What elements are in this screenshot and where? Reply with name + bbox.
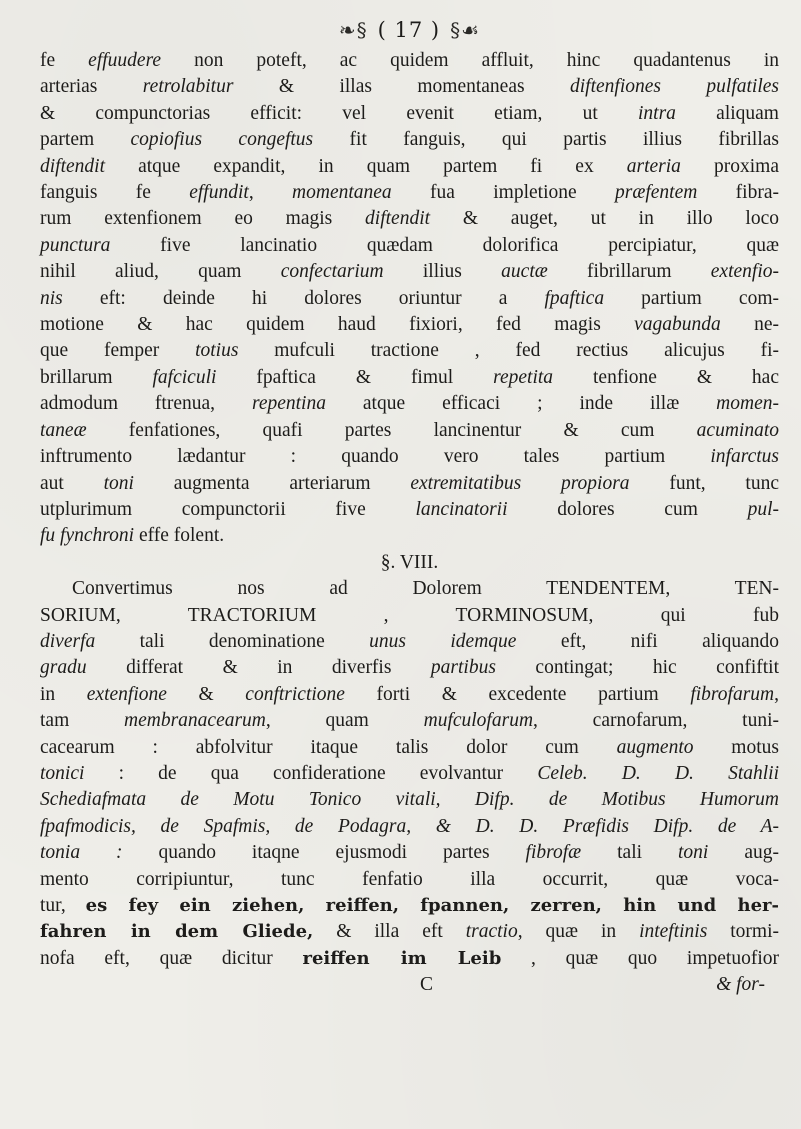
text-run: funt, tunc [629,472,779,494]
text-run: que femper [40,340,196,362]
page-header [40,14,779,46]
text-run: augmenta arteriarum [133,472,411,494]
italic-run: retrolabitur [142,76,234,98]
text-line [40,418,779,444]
text-run: partem [40,129,131,151]
italic-run: fibrofæ [525,842,582,864]
italic-run: Celeb. D. D. Stahlii [537,762,779,784]
italic-run: augmento [616,736,694,758]
italic-run: extenfione [86,683,167,705]
text-run: SORIUM, TRACTORIUM , TORMINOSUM, qui fub [40,604,779,626]
italic-run: membranacearum [124,710,266,732]
signature-mark: C [420,974,434,996]
text-line [40,867,779,893]
text-run: fit fanguis, qui partis illius fibrillas [313,129,779,151]
text-run: nihil aliud, quam [40,261,281,283]
text-run: five lancinatio quædam dolorifica percipiatur, quæ [110,234,779,256]
text-run: utplurimum compunctorii five [40,498,416,520]
text-run: mufculi tractione , fed rectius alicujus fi- [238,340,779,362]
text-line [40,206,779,232]
text-line [40,840,779,866]
text-line [40,629,779,655]
text-line [40,497,779,523]
italic-run: arteria [626,155,681,177]
text-run: aug- [708,842,779,864]
text-line [40,286,779,312]
text-line [40,127,779,153]
ornament-right-icon: §☙ [450,18,481,42]
text-run: effe folent. [134,525,225,547]
text-run: tali denominatione [95,630,370,652]
text-line [40,471,779,497]
text-line [40,259,779,285]
text-run: , quæ quo impetuofior [501,947,779,969]
text-run: fibrillarum [547,261,711,283]
text-line [40,180,779,206]
ornament-left-icon: ❧§ [338,18,368,42]
italic-run: infarctus [710,446,779,468]
italic-run: repentina [251,393,326,415]
text-run: , [774,683,779,705]
text-run: tam [40,710,124,732]
text-line [40,365,779,391]
italic-run: toni [103,472,134,494]
text-line [40,919,779,945]
italic-run: effundit [189,182,249,204]
text-run: tenfione & hac [553,366,779,388]
italic-run: tractio [465,921,518,943]
text-run: & compunctorias efficit: vel evenit etiam, ut [40,102,638,124]
text-run: & illas momentaneas [233,76,570,98]
italic-run: intra [638,102,676,124]
italic-run: totius [195,340,239,362]
text-line [40,576,779,602]
italic-run: effuudere [88,50,162,71]
text-run: contingat; hic confiftit [495,657,779,679]
italic-run: diftendit [365,208,431,230]
fraktur-run: es fey ein ziehen, reiffen, fpannen, zerren, hin und her- [85,895,779,916]
italic-run: acuminato [696,419,779,441]
text-line [40,735,779,761]
text-run: & [166,683,246,705]
text-run: partium com- [604,287,780,309]
text-run: forti & excedente partium [344,683,691,705]
section-heading [40,550,779,576]
text-line [40,761,779,787]
italic-run: fafciculi [152,366,217,388]
text-run: §. VIII. [380,551,439,573]
italic-run: tonici [40,762,85,784]
italic-run: punctura [40,234,111,256]
text-line [40,312,779,338]
italic-run: diftenfiones pulfatiles [570,76,779,98]
italic-run: præfentem [615,182,698,204]
italic-run: diftendit [40,155,105,177]
text-run: inftrumento lædantur : quando vero tales partium [40,446,711,468]
text-run: quando itaqne ejusmodi partes [122,842,526,864]
text-line [40,946,779,972]
italic-run: inteftinis [639,921,708,943]
text-line [40,444,779,470]
text-run: motus [693,736,779,758]
italic-run: fibrofarum [690,683,775,705]
page-number: ( 17 ) [377,18,441,42]
text-run: tali [581,842,679,864]
text-run: fibra- [697,182,779,204]
italic-run: gradu [40,657,87,679]
text-line [40,893,779,919]
text-line [40,338,779,364]
fraktur-run: fahren in dem Gliede, [40,921,314,943]
text-run: fpaftica & fimul [216,366,494,388]
italic-run: fpafmodicis, de Spafmis, de Podagra, & D. D. Præfidis Difp. de A- [40,815,779,837]
text-run: ne- [720,314,779,336]
italic-run: fpaftica [544,287,605,309]
italic-run: mufculofarum [423,710,534,732]
text-run: , quæ in [517,921,640,943]
fraktur-run: reiffen im Leib [302,947,502,969]
italic-run: momentanea [292,182,392,204]
text-run: arterias [40,76,143,98]
body-text [40,48,779,972]
text-run: : de qua confideratione evolvantur [84,762,538,784]
italic-run: auctæ [501,261,548,283]
italic-run: partibus [430,657,496,679]
text-run: eft, nifi aliquando [516,630,780,652]
text-run: admodum ftrenua, [40,393,252,415]
text-run: tormi- [707,921,779,943]
italic-run: toni [678,842,709,864]
text-run: fe [40,50,89,71]
italic-run: extenfio- [710,261,779,283]
text-run: in [40,683,87,705]
italic-run: taneæ [40,419,87,441]
text-run: , [248,182,293,204]
text-run: fenfationes, quafi partes lancinentur & cum [86,419,697,441]
text-run: fanguis fe [40,182,190,204]
text-run: rum extenfionem eo magis [40,208,366,230]
text-run: tur, [40,895,86,916]
text-run: nofa eft, quæ dicitur [40,947,303,969]
page-footer [40,972,779,998]
text-run: Convertimus nos ad Dolorem TENDENTEM, TEN- [72,578,779,600]
text-run: illius [383,261,502,283]
text-line [40,74,779,100]
text-run: atque efficaci ; inde illæ [325,393,717,415]
text-line [40,48,779,74]
text-run: & auget, ut in illo loco [430,208,780,230]
text-line [40,603,779,629]
text-run: & illa eft [313,921,466,943]
italic-run: repetita [493,366,554,388]
text-run: eft: deinde hi dolores oriuntur a [62,287,545,309]
text-line [40,233,779,259]
text-run: cacearum : abfolvitur itaque talis dolor cum [40,736,617,758]
italic-run: extremitatibus propiora [410,472,630,494]
catchword: & for- [716,974,765,996]
text-line [40,682,779,708]
text-run: non poteft, ac quidem affluit, hinc quadantenus in [161,50,779,71]
text-line [40,655,779,681]
text-run: , carnofarum, tuni- [533,710,779,732]
italic-run: fu fynchroni [40,525,135,547]
text-run: motione & hac quidem haud fixiori, fed magis [40,314,635,336]
text-run: dolores cum [507,498,748,520]
italic-run: tonia : [40,842,123,864]
text-line [40,814,779,840]
italic-run: copiofius congeftus [130,129,314,151]
text-line [40,154,779,180]
text-run: proxima [680,155,779,177]
text-line [40,391,779,417]
text-line [40,101,779,127]
italic-run: pul- [747,498,779,520]
text-line [40,787,779,813]
text-run: aut [40,472,104,494]
italic-run: confectarium [280,261,384,283]
text-run: brillarum [40,366,153,388]
italic-run: unus idemque [369,630,517,652]
text-line [40,523,779,549]
text-run: atque expandit, in quam partem fi ex [105,155,627,177]
text-run: fua impletione [391,182,616,204]
text-run: aliquam [675,102,779,124]
italic-run: Schediafmata de Motu Tonico vitali, Difp. de Motibus Humorum [40,789,779,811]
italic-run: nis [40,287,63,309]
text-run: differat & in diverfis [86,657,431,679]
italic-run: diverfa [40,630,96,652]
italic-run: momen- [716,393,779,415]
text-run: mento corripiuntur, tunc fenfatio illa occurrit, quæ voca- [40,868,779,890]
text-line [40,708,779,734]
italic-run: vagabunda [634,314,721,336]
italic-run: conftrictione [245,683,345,705]
italic-run: lancinatorii [415,498,508,520]
text-run: , quam [265,710,424,732]
